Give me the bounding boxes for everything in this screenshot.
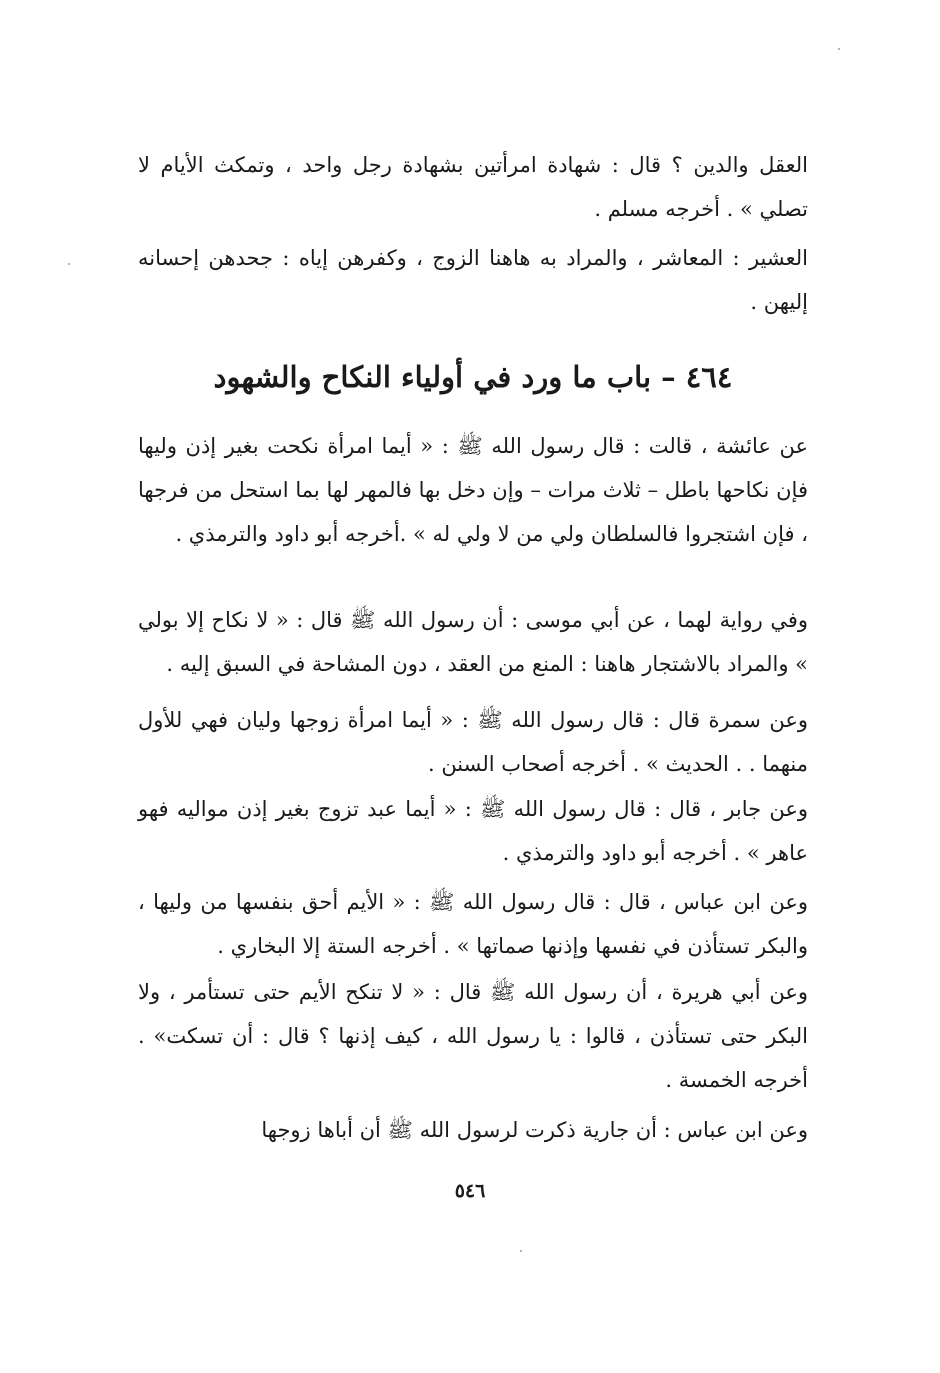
scan-speck	[838, 48, 840, 50]
paragraph-ibn-abbas-jariya: وعن ابن عباس : أن جارية ذكرت لرسول الله ﷺ أن أباها زوجها	[261, 1118, 808, 1142]
paragraph-abu-musa-hadith: وفي رواية لهما ، عن أبي موسى : أن رسول الله ﷺ قال : « لا نكاح إلا بولي » والمراد بالاشتجار هاهنا : المنع من العقد ، دون المشاحة في السبق إليه .	[138, 608, 808, 676]
section-heading: ٤٦٤ – باب ما ورد في أولياء النكاح والشهود	[213, 360, 733, 394]
page-number: ٥٤٦	[454, 1180, 486, 1202]
paragraph-jabir-hadith: وعن جابر ، قال : قال رسول الله ﷺ : « أيما عبد تزوج بغير إذن مواليه فهو عاهر » . أخرجه أبو داود والترمذي .	[138, 797, 808, 865]
paragraph-abu-huraira-hadith: وعن أبي هريرة ، أن رسول الله ﷺ قال : « لا تنكح الأيم حتى تستأمر ، ولا البكر حتى تستأذن ، قالوا : يا رسول الله ، كيف إذنها ؟ قال : أن تسكت» . أخرجه الخمسة .	[138, 980, 808, 1092]
scan-speck	[68, 263, 70, 265]
scan-speck	[520, 1250, 522, 1252]
paragraph-definition: العشير : المعاشر ، والمراد به هاهنا الزوج ، وكفرهن إياه : جحدهن إحسانه إليهن .	[138, 246, 808, 314]
paragraph-aisha-hadith: عن عائشة ، قالت : قال رسول الله ﷺ : « أيما امرأة نكحت بغير إذن وليها فإن نكاحها باطل – ثلاث مرات – وإن دخل بها فالمهر لها بما استحل من فرجها ، فإن اشتجروا فالسلطان ولي من لا ولي له » .أخرجه أبو داود والترمذي .	[138, 434, 808, 546]
paragraph-samura-hadith: وعن سمرة قال : قال رسول الله ﷺ : « أيما امرأة زوجها وليان فهي للأول منهما . . الحديث » . أخرجه أصحاب السنن .	[138, 708, 808, 776]
paragraph-continuation: العقل والدين ؟ قال : شهادة امرأتين بشهادة رجل واحد ، وتمكث الأيام لا تصلي » . أخرجه مسلم .	[138, 153, 808, 221]
paragraph-ibn-abbas-hadith: وعن ابن عباس ، قال : قال رسول الله ﷺ : « الأيم أحق بنفسها من وليها ، والبكر تستأذن في نفسها وإذنها صماتها » . أخرجه الستة إلا البخاري .	[138, 890, 808, 958]
